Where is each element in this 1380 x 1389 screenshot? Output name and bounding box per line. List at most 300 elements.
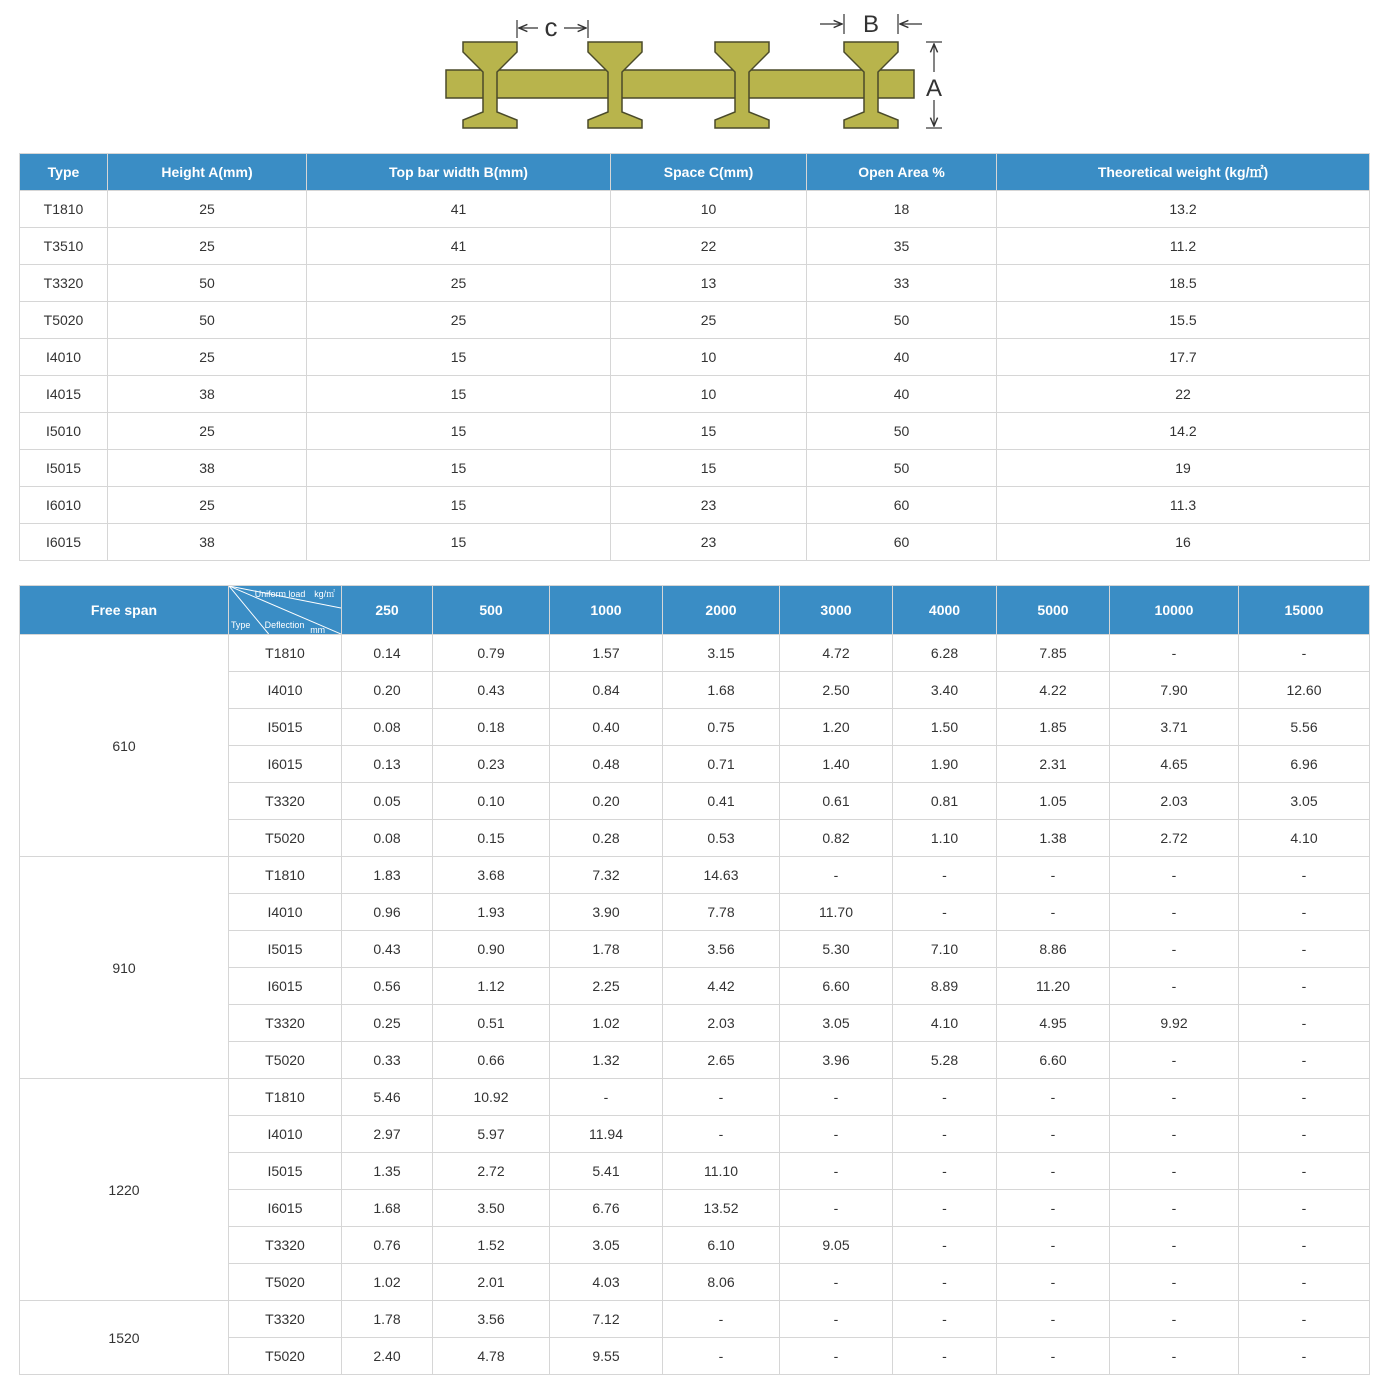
deflection-value-cell: - [1110,1079,1239,1116]
spec-value-cell: 23 [611,487,807,524]
deflection-value-cell: 1.90 [893,746,997,783]
header-height: Height A(mm) [108,154,307,191]
deflection-value-cell: 0.20 [550,783,663,820]
cross-rod [446,70,914,98]
spec-value-cell: 10 [611,376,807,413]
spec-row [20,302,1370,339]
deflection-value-cell: 0.66 [433,1042,550,1079]
deflection-value-cell: 0.71 [663,746,780,783]
deflection-value-cell: 8.89 [893,968,997,1005]
deflection-value-cell: - [893,1079,997,1116]
load-type-cell: T3320 [229,1227,342,1264]
deflection-value-cell: 2.31 [997,746,1110,783]
spec-value-cell: 25 [307,265,611,302]
spec-value-cell: 60 [807,487,997,524]
spec-type-cell: T1810 [20,191,108,228]
deflection-value-cell: 0.33 [342,1042,433,1079]
spec-value-cell: 15 [307,376,611,413]
spec-value-cell: 23 [611,524,807,561]
spec-value-cell: 50 [108,265,307,302]
deflection-value-cell: 5.46 [342,1079,433,1116]
deflection-value-cell: 0.82 [780,820,893,857]
deflection-value-cell: - [780,1264,893,1301]
corner-type: Type [230,619,251,631]
deflection-value-cell: 3.90 [550,894,663,931]
deflection-value-cell: 3.40 [893,672,997,709]
deflection-value-cell: 14.63 [663,857,780,894]
deflection-value-cell: - [1239,635,1370,672]
deflection-value-cell: 1.35 [342,1153,433,1190]
deflection-value-cell: - [663,1079,780,1116]
deflection-value-cell: - [1239,1264,1370,1301]
deflection-value-cell: 5.28 [893,1042,997,1079]
spec-value-cell: 38 [108,376,307,413]
spec-row [20,413,1370,450]
spec-value-cell: 25 [307,302,611,339]
deflection-value-cell: 11.94 [550,1116,663,1153]
corner-unit-deflection: mm [310,624,326,634]
spec-value-cell: 16 [997,524,1370,561]
header-load-500: 500 [433,586,550,635]
deflection-value-cell: - [663,1338,780,1375]
spec-value-cell: 10 [611,339,807,376]
spec-value-cell: 10 [611,191,807,228]
deflection-value-cell: 0.18 [433,709,550,746]
load-type-cell: T5020 [229,820,342,857]
spec-type-cell: I6015 [20,524,108,561]
deflection-value-cell: 7.32 [550,857,663,894]
deflection-value-cell: 6.28 [893,635,997,672]
spec-value-cell: 15 [611,450,807,487]
deflection-value-cell: - [997,1301,1110,1338]
deflection-value-cell: 0.05 [342,783,433,820]
load-type-cell: I4010 [229,672,342,709]
load-row [20,635,1370,672]
spec-row [20,487,1370,524]
spec-value-cell: 25 [108,191,307,228]
deflection-value-cell: 7.85 [997,635,1110,672]
spec-value-cell: 41 [307,191,611,228]
deflection-value-cell: - [780,1301,893,1338]
spec-value-cell: 15 [307,339,611,376]
deflection-value-cell: - [780,1079,893,1116]
deflection-value-cell: 0.96 [342,894,433,931]
deflection-value-cell: - [997,1153,1110,1190]
deflection-value-cell: 1.02 [342,1264,433,1301]
free-span-cell: 610 [20,635,229,857]
deflection-value-cell: 0.28 [550,820,663,857]
spec-type-cell: I5015 [20,450,108,487]
spec-value-cell: 25 [108,413,307,450]
spec-row [20,524,1370,561]
deflection-value-cell: 1.52 [433,1227,550,1264]
spec-value-cell: 15 [307,487,611,524]
load-header-row [20,586,1370,635]
deflection-value-cell: 3.56 [663,931,780,968]
spec-row [20,376,1370,413]
spec-value-cell: 50 [108,302,307,339]
deflection-value-cell: 4.10 [893,1005,997,1042]
spec-value-cell: 15 [307,524,611,561]
spec-type-cell: I4010 [20,339,108,376]
deflection-value-cell: 1.50 [893,709,997,746]
deflection-value-cell: 1.85 [997,709,1110,746]
header-load-3000: 3000 [780,586,893,635]
deflection-value-cell: - [997,894,1110,931]
deflection-value-cell: 7.90 [1110,672,1239,709]
corner-uniform-load: Uniform load [254,588,306,600]
deflection-value-cell: 2.65 [663,1042,780,1079]
load-type-cell: T1810 [229,1079,342,1116]
deflection-value-cell: 5.30 [780,931,893,968]
deflection-value-cell: 5.56 [1239,709,1370,746]
header-load-1000: 1000 [550,586,663,635]
deflection-value-cell: - [1239,1005,1370,1042]
deflection-value-cell: 4.72 [780,635,893,672]
deflection-value-cell: 0.61 [780,783,893,820]
deflection-value-cell: 7.78 [663,894,780,931]
deflection-value-cell: 0.76 [342,1227,433,1264]
deflection-value-cell: - [1110,1153,1239,1190]
deflection-value-cell: 1.02 [550,1005,663,1042]
deflection-value-cell: 11.10 [663,1153,780,1190]
deflection-value-cell: - [893,1338,997,1375]
spec-value-cell: 50 [807,413,997,450]
spec-value-cell: 40 [807,376,997,413]
spec-value-cell: 13.2 [997,191,1370,228]
deflection-value-cell: 0.10 [433,783,550,820]
deflection-value-cell: 0.75 [663,709,780,746]
deflection-value-cell: - [997,1116,1110,1153]
deflection-value-cell: 3.15 [663,635,780,672]
deflection-value-cell: 0.79 [433,635,550,672]
spec-value-cell: 15 [307,413,611,450]
deflection-value-cell: 8.06 [663,1264,780,1301]
load-type-cell: I5015 [229,1153,342,1190]
spec-value-cell: 15 [307,450,611,487]
header-top-bar-width: Top bar width B(mm) [307,154,611,191]
deflection-value-cell: - [1239,1227,1370,1264]
deflection-value-cell: 2.40 [342,1338,433,1375]
deflection-value-cell: - [663,1116,780,1153]
header-load-5000: 5000 [997,586,1110,635]
deflection-value-cell: 0.41 [663,783,780,820]
header-load-10000: 10000 [1110,586,1239,635]
deflection-value-cell: - [997,1190,1110,1227]
label-c: c [544,12,558,42]
deflection-value-cell: - [1239,1338,1370,1375]
deflection-value-cell: - [1239,968,1370,1005]
deflection-value-cell: 3.05 [550,1227,663,1264]
spec-header-row [20,154,1370,191]
spec-row [20,339,1370,376]
deflection-value-cell: 10.92 [433,1079,550,1116]
spec-type-cell: I6010 [20,487,108,524]
deflection-value-cell: - [1239,1190,1370,1227]
deflection-value-cell: 4.65 [1110,746,1239,783]
load-type-cell: I6015 [229,968,342,1005]
deflection-value-cell: 6.76 [550,1190,663,1227]
spec-value-cell: 41 [307,228,611,265]
spec-row [20,191,1370,228]
deflection-value-cell: - [780,1153,893,1190]
load-deflection-table [19,585,1370,1375]
deflection-value-cell: 4.22 [997,672,1110,709]
deflection-value-cell: 2.72 [433,1153,550,1190]
deflection-value-cell: 12.60 [1239,672,1370,709]
load-type-cell: I5015 [229,709,342,746]
load-type-cell: T1810 [229,635,342,672]
load-type-cell: I4010 [229,894,342,931]
header-free-span: Free span [20,586,229,635]
deflection-value-cell: - [1110,1190,1239,1227]
deflection-value-cell: 0.48 [550,746,663,783]
deflection-value-cell: 1.83 [342,857,433,894]
deflection-value-cell: 0.43 [433,672,550,709]
deflection-value-cell: 9.05 [780,1227,893,1264]
header-load-250: 250 [342,586,433,635]
deflection-value-cell: 6.60 [997,1042,1110,1079]
spec-row [20,450,1370,487]
deflection-value-cell: 0.81 [893,783,997,820]
spec-type-cell: T3320 [20,265,108,302]
deflection-value-cell: 1.57 [550,635,663,672]
deflection-value-cell: - [893,1190,997,1227]
header-space: Space C(mm) [611,154,807,191]
spec-value-cell: 40 [807,339,997,376]
deflection-value-cell: 0.08 [342,709,433,746]
deflection-value-cell: - [893,1301,997,1338]
spec-row [20,265,1370,302]
deflection-value-cell: 0.53 [663,820,780,857]
deflection-value-cell: - [1110,857,1239,894]
spec-value-cell: 25 [611,302,807,339]
deflection-value-cell: - [1110,1116,1239,1153]
deflection-value-cell: 2.97 [342,1116,433,1153]
spec-value-cell: 35 [807,228,997,265]
deflection-value-cell: 3.96 [780,1042,893,1079]
deflection-value-cell: - [997,1079,1110,1116]
deflection-value-cell: - [1110,1301,1239,1338]
deflection-value-cell: - [780,1116,893,1153]
deflection-value-cell: - [780,1190,893,1227]
deflection-value-cell: 3.68 [433,857,550,894]
deflection-value-cell: 1.10 [893,820,997,857]
deflection-value-cell: 3.05 [1239,783,1370,820]
spec-row [20,228,1370,265]
deflection-value-cell: 0.84 [550,672,663,709]
deflection-value-cell: - [1110,1042,1239,1079]
deflection-value-cell: 0.13 [342,746,433,783]
spec-value-cell: 19 [997,450,1370,487]
deflection-value-cell: 1.32 [550,1042,663,1079]
deflection-value-cell: 0.25 [342,1005,433,1042]
spec-type-cell: I4015 [20,376,108,413]
deflection-value-cell: 5.97 [433,1116,550,1153]
load-type-cell: I4010 [229,1116,342,1153]
spec-value-cell: 17.7 [997,339,1370,376]
spec-value-cell: 22 [611,228,807,265]
deflection-value-cell: 1.68 [342,1190,433,1227]
spec-value-cell: 15 [611,413,807,450]
deflection-value-cell: - [550,1079,663,1116]
spec-value-cell: 33 [807,265,997,302]
deflection-value-cell: 0.43 [342,931,433,968]
spec-value-cell: 38 [108,450,307,487]
deflection-value-cell: 4.95 [997,1005,1110,1042]
deflection-value-cell: - [1110,1264,1239,1301]
spec-value-cell: 25 [108,228,307,265]
spec-value-cell: 25 [108,339,307,376]
deflection-value-cell: 2.01 [433,1264,550,1301]
deflection-value-cell: 0.08 [342,820,433,857]
header-open-area: Open Area % [807,154,997,191]
free-span-cell: 910 [20,857,229,1079]
deflection-value-cell: - [893,1264,997,1301]
deflection-value-cell: 4.10 [1239,820,1370,857]
deflection-value-cell: - [893,1116,997,1153]
spec-value-cell: 15.5 [997,302,1370,339]
deflection-value-cell: 1.20 [780,709,893,746]
deflection-value-cell: 2.03 [663,1005,780,1042]
deflection-value-cell: - [1239,894,1370,931]
deflection-value-cell: 6.60 [780,968,893,1005]
deflection-value-cell: - [1110,894,1239,931]
load-row [20,857,1370,894]
spec-value-cell: 50 [807,450,997,487]
deflection-value-cell: - [1239,857,1370,894]
deflection-value-cell: 1.78 [550,931,663,968]
deflection-value-cell: 3.71 [1110,709,1239,746]
deflection-value-cell: - [780,1338,893,1375]
deflection-value-cell: - [1110,968,1239,1005]
spec-value-cell: 13 [611,265,807,302]
spec-value-cell: 50 [807,302,997,339]
deflection-value-cell: 2.50 [780,672,893,709]
deflection-value-cell: - [893,894,997,931]
corner-diagonal-lines [229,586,341,634]
deflection-value-cell: 6.96 [1239,746,1370,783]
spec-table [19,153,1370,561]
spec-value-cell: 60 [807,524,997,561]
free-span-cell: 1220 [20,1079,229,1301]
deflection-value-cell: 6.10 [663,1227,780,1264]
deflection-value-cell: 0.51 [433,1005,550,1042]
deflection-value-cell: - [780,857,893,894]
deflection-value-cell: 1.78 [342,1301,433,1338]
deflection-value-cell: - [1239,931,1370,968]
deflection-value-cell: - [1239,1153,1370,1190]
spec-type-cell: T5020 [20,302,108,339]
load-type-cell: I6015 [229,1190,342,1227]
deflection-value-cell: - [663,1301,780,1338]
free-span-cell: 1520 [20,1301,229,1375]
deflection-value-cell: - [1239,1301,1370,1338]
deflection-value-cell: 1.93 [433,894,550,931]
deflection-value-cell: - [1239,1042,1370,1079]
spec-value-cell: 14.2 [997,413,1370,450]
load-type-cell: T5020 [229,1042,342,1079]
deflection-value-cell: 4.78 [433,1338,550,1375]
spec-type-cell: T3510 [20,228,108,265]
load-type-cell: T5020 [229,1338,342,1375]
deflection-value-cell: 0.90 [433,931,550,968]
deflection-value-cell: - [893,1227,997,1264]
deflection-value-cell: 0.15 [433,820,550,857]
deflection-value-cell: 3.05 [780,1005,893,1042]
load-type-cell: T5020 [229,1264,342,1301]
deflection-value-cell: 0.40 [550,709,663,746]
load-type-cell: I5015 [229,931,342,968]
load-type-cell: T3320 [229,783,342,820]
deflection-value-cell: - [893,857,997,894]
grating-cross-section-diagram [430,6,950,136]
deflection-value-cell: 0.56 [342,968,433,1005]
deflection-value-cell: 11.20 [997,968,1110,1005]
deflection-value-cell: 7.12 [550,1301,663,1338]
deflection-value-cell: 3.50 [433,1190,550,1227]
deflection-value-cell: 2.25 [550,968,663,1005]
deflection-value-cell: - [1110,635,1239,672]
deflection-value-cell: - [997,857,1110,894]
spec-value-cell: 38 [108,524,307,561]
spec-value-cell: 11.2 [997,228,1370,265]
header-theoretical-weight: Theoretical weight (kg/㎡) [997,154,1370,191]
deflection-value-cell: 1.12 [433,968,550,1005]
spec-value-cell: 11.3 [997,487,1370,524]
deflection-value-cell: 0.23 [433,746,550,783]
deflection-value-cell: 5.41 [550,1153,663,1190]
deflection-value-cell: 1.38 [997,820,1110,857]
header-type: Type [20,154,108,191]
deflection-value-cell: - [1110,931,1239,968]
header-load-2000: 2000 [663,586,780,635]
deflection-value-cell: 1.05 [997,783,1110,820]
deflection-value-cell: - [1239,1116,1370,1153]
deflection-value-cell: 1.68 [663,672,780,709]
deflection-value-cell: 8.86 [997,931,1110,968]
load-type-cell: I6015 [229,746,342,783]
deflection-value-cell: 0.20 [342,672,433,709]
deflection-value-cell: 2.72 [1110,820,1239,857]
deflection-value-cell: 11.70 [780,894,893,931]
deflection-value-cell: 0.14 [342,635,433,672]
spec-value-cell: 25 [108,487,307,524]
corner-deflection: Deflection [264,619,305,631]
label-b: B [862,11,880,38]
header-load-4000: 4000 [893,586,997,635]
deflection-value-cell: - [1110,1227,1239,1264]
load-row [20,1079,1370,1116]
deflection-value-cell: 7.10 [893,931,997,968]
label-a: A [925,75,943,102]
deflection-value-cell: - [997,1338,1110,1375]
spec-value-cell: 18.5 [997,265,1370,302]
load-type-cell: T1810 [229,857,342,894]
load-type-cell: T3320 [229,1005,342,1042]
deflection-value-cell: - [1110,1338,1239,1375]
deflection-value-cell: - [893,1153,997,1190]
deflection-value-cell: 4.42 [663,968,780,1005]
deflection-value-cell: 9.92 [1110,1005,1239,1042]
load-type-cell: T3320 [229,1301,342,1338]
deflection-value-cell: - [1239,1079,1370,1116]
deflection-value-cell: 9.55 [550,1338,663,1375]
deflection-value-cell: 3.56 [433,1301,550,1338]
corner-unit-load: kg/㎡ [314,588,336,600]
spec-value-cell: 22 [997,376,1370,413]
header-load-15000: 15000 [1239,586,1370,635]
